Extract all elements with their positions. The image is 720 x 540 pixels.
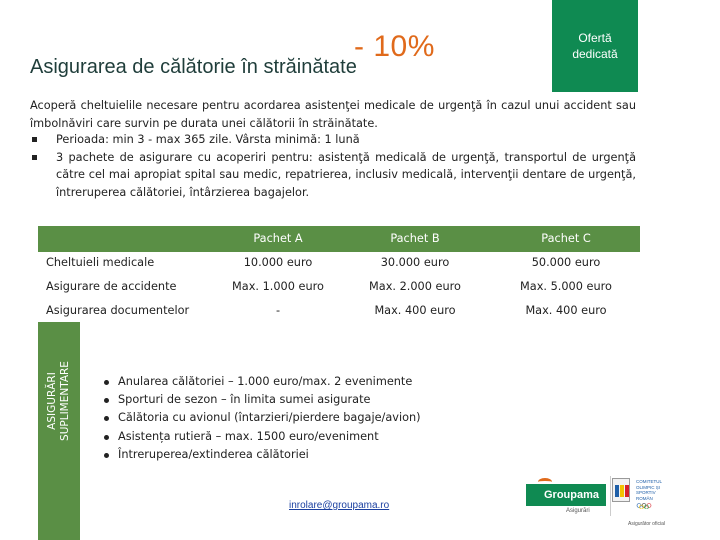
groupama-logo (526, 484, 606, 506)
list-item-text: Sporturi de sezon – în limita sumei asigurate (118, 393, 371, 407)
discount-badge: - 10% (354, 30, 435, 63)
table-cell: - (275, 304, 281, 317)
table-cell: Max. 400 euro (374, 304, 456, 317)
supplementary-label-line-1: ASIGURĂRI (46, 372, 58, 430)
package-c-header: Pachet C (541, 232, 591, 245)
round-bullet-icon (104, 398, 109, 403)
details-item-period (30, 131, 636, 149)
footer-divider (610, 476, 611, 516)
square-bullet-icon (32, 155, 37, 160)
offer-line-1: Ofertă (578, 31, 612, 45)
offer-line-2: dedicată (572, 47, 618, 61)
list-item (104, 428, 421, 446)
package-a-header: Pachet A (253, 232, 303, 245)
list-item-text: Întreruperea/extinderea călătoriei (118, 447, 309, 461)
details-list (30, 131, 636, 201)
table-cell: Max. 1.000 euro (232, 280, 324, 293)
table-cell: Max. 2.000 euro (369, 280, 461, 293)
square-bullet-icon (32, 137, 37, 142)
list-item (104, 391, 421, 409)
supplementary-list (104, 373, 421, 464)
round-bullet-icon (104, 416, 109, 421)
offer-box (552, 0, 638, 92)
intro-paragraph: Acoperă cheltuielile necesare pentru acordarea asistenţei medicale de urgenţă în cazul unui accident sau îmbolnăviri care survin pe durata unei călătorii în străinătate. (30, 99, 636, 130)
round-bullet-icon (104, 453, 109, 458)
table-cell: 50.000 euro (531, 256, 601, 269)
partner-subtitle: Asigurător oficial (628, 521, 665, 527)
logo-text: Groupama (544, 489, 600, 501)
list-item-text: Asistența rutieră – max. 1500 euro/eveniment (118, 429, 379, 443)
logo-subtitle: Asigurări (566, 508, 590, 514)
list-item (104, 409, 421, 427)
slide-title: Asigurarea de călătorie în străinătate (30, 56, 357, 78)
logo-box (526, 484, 606, 506)
package-b-header: Pachet B (390, 232, 440, 245)
row-label-medical: Cheltuieli medicale (46, 256, 155, 269)
round-bullet-icon (104, 380, 109, 385)
olympic-rings-icon (636, 503, 656, 509)
list-item-text: Călătoria cu avionul (întarzieri/pierdere bagaje/avion) (118, 411, 421, 425)
row-label-accidents: Asigurare de accidente (46, 280, 177, 293)
supplementary-label (46, 361, 72, 441)
table-cell: 30.000 euro (380, 256, 450, 269)
table-cell: Max. 400 euro (525, 304, 607, 317)
details-item-text: Perioada: min 3 - max 365 zile. Vârsta minimă: 1 lună (56, 133, 360, 146)
partner-text: COMITETUL OLIMPIC ȘI SPORTIV ROMÂN (636, 479, 662, 501)
table-cell: Max. 5.000 euro (520, 280, 612, 293)
list-item (104, 446, 421, 464)
row-label-documents: Asigurarea documentelor (46, 304, 190, 317)
table-cell: 10.000 euro (243, 256, 313, 269)
list-item-text: Anularea călătoriei – 1.000 euro/max. 2 evenimente (118, 375, 413, 388)
details-item-packages (30, 149, 636, 202)
contact-email-link[interactable]: inrolare@groupama.ro (289, 500, 390, 511)
olympic-committee-emblem-icon (612, 478, 630, 502)
details-item-text: 3 pachete de asigurare cu acoperiri pentru: asistenţă medicală de urgenţă, transportul de urgenţă către cel mai apropiat spital sau medic, repatrierea, inclusiv medicală, intervenţii dentare de urgenţă, întreruperea călătoriei, întârzierea bagajelor. (56, 150, 636, 199)
supplementary-label-line-2: SUPLIMENTARE (59, 361, 71, 441)
round-bullet-icon (104, 435, 109, 440)
list-item (104, 373, 421, 391)
